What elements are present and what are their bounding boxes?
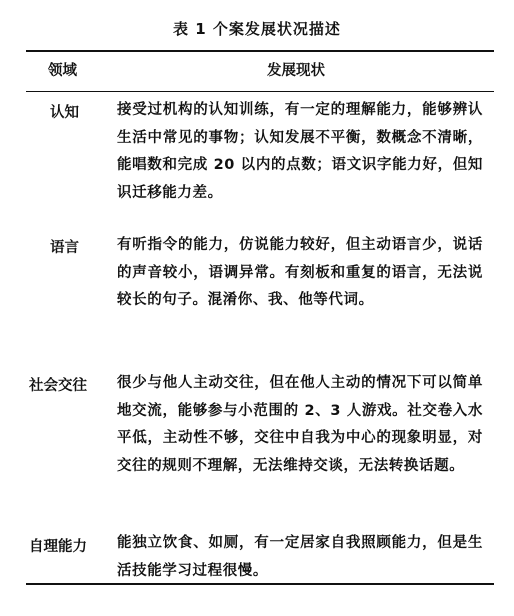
row-description: 能独立饮食、如厕，有一定居家自我照顾能力，但是生活技能学习过程很慢。 xyxy=(117,535,483,579)
row-domain: 认知 xyxy=(50,105,79,121)
row-description: 有听指令的能力，仿说能力较好，但主动语言少，说话的声音较小，语调异常。有刻板和重复的语言，无法说较长的句子。混淆你、我、他等代词。 xyxy=(117,237,483,309)
top-rule xyxy=(26,50,494,52)
row-description: 接受过机构的认知训练，有一定的理解能力，能够辨认生活中常见的事物；认知发展不平衡，数概念不清晰，能唱数和完成 20 以内的点数；语文识字能力好，但知识迁移能力差。 xyxy=(117,102,483,202)
row-description: 很少与他人主动交往，但在他人主动的情况下可以简单地交流，能够参与小范围的 2、3 人游戏。社交卷入水平低，主动性不够，交往中自我为中心的现象明显，对交往的规则不理解，无法维持交谈，无法转换话题。 xyxy=(117,375,483,475)
table-caption: 表 1 个案发展状况描述 xyxy=(173,20,341,38)
header-status: 发展现状 xyxy=(267,63,325,79)
bottom-rule xyxy=(26,583,494,585)
row-domain: 语言 xyxy=(50,240,79,256)
row-domain: 自理能力 xyxy=(29,539,87,555)
header-rule xyxy=(26,91,494,92)
header-domain: 领域 xyxy=(48,63,77,79)
row-domain: 社会交往 xyxy=(29,378,87,394)
